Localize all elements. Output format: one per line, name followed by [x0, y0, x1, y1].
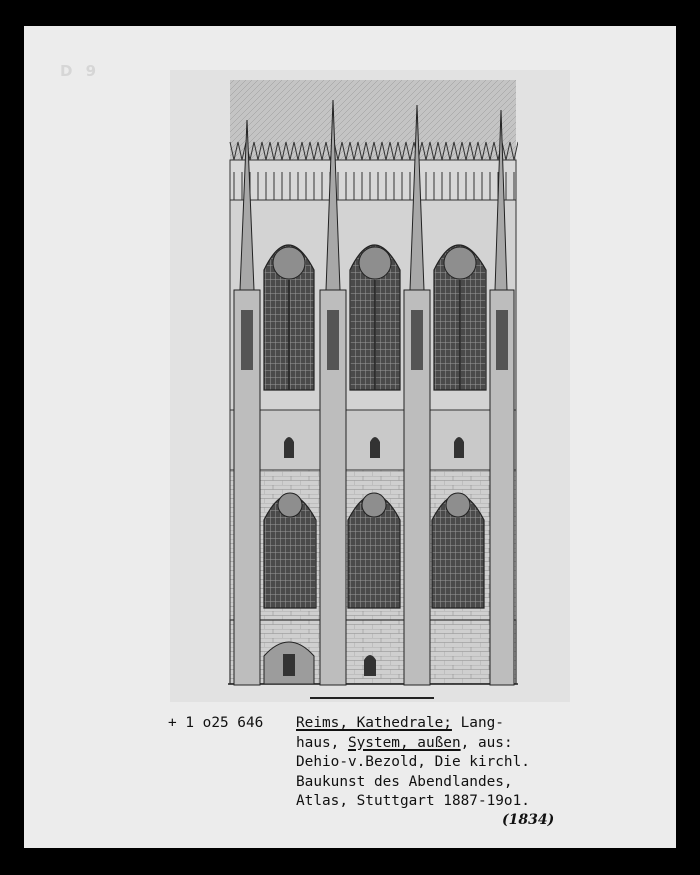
caption-line3: Dehio-v.Bezold, Die kirchl.	[296, 754, 530, 771]
scale-bar	[310, 697, 434, 699]
film-border	[0, 0, 700, 26]
inventory-number: + 1 o25 646	[168, 715, 264, 731]
caption-line2-underlined: System, außen	[347, 734, 461, 751]
caption-line5: Atlas, Stuttgart 1887-19o1.	[296, 793, 530, 810]
clerestory-windows	[264, 245, 486, 390]
caption-line1-rest: Lang-	[451, 715, 504, 731]
stamp-label: D 9	[60, 62, 101, 80]
handwritten-note: (1834)	[502, 812, 555, 828]
cathedral-elevation-drawing	[228, 80, 518, 690]
catalog-caption	[168, 714, 530, 812]
caption-line4: Baukunst des Abendlandes,	[296, 773, 513, 790]
aisle-windows	[264, 493, 484, 608]
caption-line2-b: , aus:	[460, 734, 513, 751]
caption-title: Reims, Kathedrale;	[296, 715, 452, 731]
caption-line2-a: haus,	[296, 734, 348, 751]
balustrade	[230, 160, 516, 200]
